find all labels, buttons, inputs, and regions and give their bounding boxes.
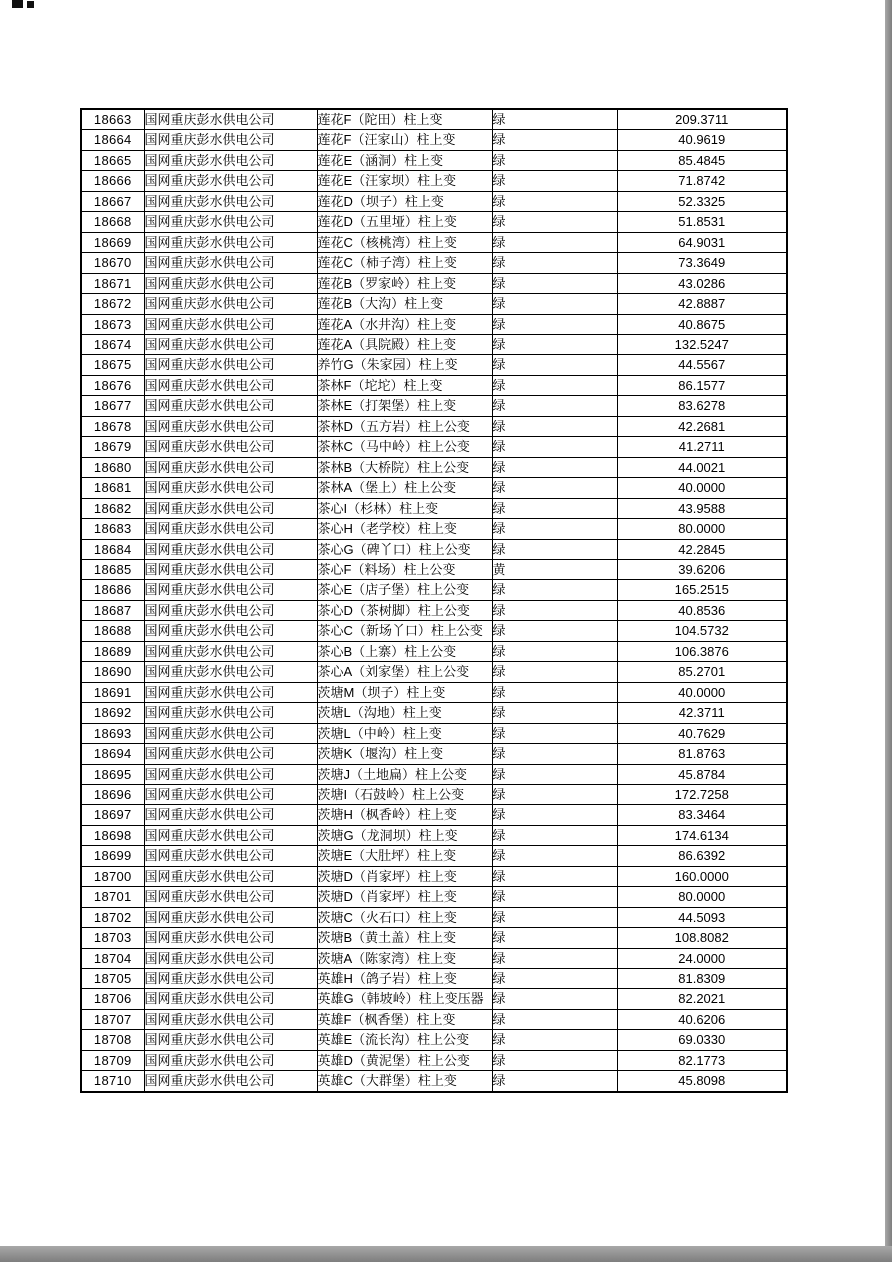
table-row (81, 314, 787, 334)
status-cell: 绿 (492, 334, 617, 354)
row-id-cell: 18680 (81, 457, 144, 477)
table-row (81, 907, 787, 927)
company-name-cell: 国网重庆彭水供电公司 (144, 130, 317, 150)
table-row (81, 641, 787, 661)
company-name-cell: 国网重庆彭水供电公司 (144, 375, 317, 395)
table-row (81, 1050, 787, 1070)
row-id-cell: 18702 (81, 907, 144, 927)
page-edge-shadow-right (885, 0, 892, 1262)
company-name-cell: 国网重庆彭水供电公司 (144, 744, 317, 764)
row-id-cell: 18705 (81, 969, 144, 989)
company-name-cell: 国网重庆彭水供电公司 (144, 989, 317, 1009)
device-name-cell: 茶心D（茶树脚）柱上公变 (317, 600, 492, 620)
table-row (81, 253, 787, 273)
device-name-cell: 英雄F（枫香堡）柱上变 (317, 1009, 492, 1029)
status-cell: 绿 (492, 723, 617, 743)
device-name-cell: 莲花B（大沟）柱上变 (317, 294, 492, 314)
row-id-cell: 18693 (81, 723, 144, 743)
status-cell: 绿 (492, 314, 617, 334)
device-name-cell: 茶心G（碑丫口）柱上公变 (317, 539, 492, 559)
row-id-cell: 18698 (81, 825, 144, 845)
status-cell: 绿 (492, 825, 617, 845)
device-name-cell: 茶心F（料场）柱上公变 (317, 559, 492, 579)
company-name-cell: 国网重庆彭水供电公司 (144, 1050, 317, 1070)
row-id-cell: 18700 (81, 866, 144, 886)
company-name-cell: 国网重庆彭水供电公司 (144, 253, 317, 273)
cropped-content-artifact (12, 0, 23, 8)
load-value-cell: 83.6278 (617, 396, 787, 416)
status-cell: 绿 (492, 232, 617, 252)
status-cell: 绿 (492, 355, 617, 375)
company-name-cell: 国网重庆彭水供电公司 (144, 784, 317, 804)
device-name-cell: 茨塘H（枫香岭）柱上变 (317, 805, 492, 825)
row-id-cell: 18685 (81, 559, 144, 579)
status-cell: 绿 (492, 969, 617, 989)
device-name-cell: 莲花A（水井沟）柱上变 (317, 314, 492, 334)
device-name-cell: 茨塘D（肖家坪）柱上变 (317, 887, 492, 907)
transformer-table-body (81, 109, 787, 1092)
load-value-cell: 42.2681 (617, 416, 787, 436)
company-name-cell: 国网重庆彭水供电公司 (144, 723, 317, 743)
table-row (81, 150, 787, 170)
company-name-cell: 国网重庆彭水供电公司 (144, 1071, 317, 1092)
table-row (81, 1030, 787, 1050)
load-value-cell: 40.0000 (617, 682, 787, 702)
company-name-cell: 国网重庆彭水供电公司 (144, 191, 317, 211)
row-id-cell: 18675 (81, 355, 144, 375)
status-cell: 绿 (492, 416, 617, 436)
row-id-cell: 18688 (81, 621, 144, 641)
table-row (81, 478, 787, 498)
status-cell: 绿 (492, 907, 617, 927)
device-name-cell: 莲花C（柿子湾）柱上变 (317, 253, 492, 273)
company-name-cell: 国网重庆彭水供电公司 (144, 969, 317, 989)
company-name-cell: 国网重庆彭水供电公司 (144, 109, 317, 130)
load-value-cell: 174.6134 (617, 825, 787, 845)
status-cell: 绿 (492, 784, 617, 804)
company-name-cell: 国网重庆彭水供电公司 (144, 519, 317, 539)
device-name-cell: 茨塘A（陈家湾）柱上变 (317, 948, 492, 968)
load-value-cell: 81.8763 (617, 744, 787, 764)
table-row (81, 784, 787, 804)
table-row (81, 457, 787, 477)
company-name-cell: 国网重庆彭水供电公司 (144, 171, 317, 191)
device-name-cell: 莲花D（坝子）柱上变 (317, 191, 492, 211)
table-row (81, 539, 787, 559)
status-cell: 绿 (492, 212, 617, 232)
row-id-cell: 18708 (81, 1030, 144, 1050)
table-row (81, 559, 787, 579)
company-name-cell: 国网重庆彭水供电公司 (144, 928, 317, 948)
status-cell: 绿 (492, 191, 617, 211)
device-name-cell: 茨塘B（黄土盖）柱上变 (317, 928, 492, 948)
load-value-cell: 40.9619 (617, 130, 787, 150)
row-id-cell: 18671 (81, 273, 144, 293)
load-value-cell: 85.2701 (617, 662, 787, 682)
table-row (81, 723, 787, 743)
row-id-cell: 18670 (81, 253, 144, 273)
device-name-cell: 莲花E（涵洞）柱上变 (317, 150, 492, 170)
device-name-cell: 莲花E（汪家坝）柱上变 (317, 171, 492, 191)
company-name-cell: 国网重庆彭水供电公司 (144, 437, 317, 457)
load-value-cell: 42.3711 (617, 703, 787, 723)
company-name-cell: 国网重庆彭水供电公司 (144, 396, 317, 416)
table-row (81, 866, 787, 886)
table-row (81, 109, 787, 130)
company-name-cell: 国网重庆彭水供电公司 (144, 805, 317, 825)
row-id-cell: 18665 (81, 150, 144, 170)
row-id-cell: 18663 (81, 109, 144, 130)
status-cell: 绿 (492, 478, 617, 498)
table-row (81, 600, 787, 620)
status-cell: 绿 (492, 457, 617, 477)
load-value-cell: 104.5732 (617, 621, 787, 641)
company-name-cell: 国网重庆彭水供电公司 (144, 907, 317, 927)
row-id-cell: 18667 (81, 191, 144, 211)
device-name-cell: 茶心C（新场丫口）柱上公变 (317, 621, 492, 641)
table-row (81, 846, 787, 866)
table-row (81, 621, 787, 641)
load-value-cell: 39.6206 (617, 559, 787, 579)
table-row (81, 375, 787, 395)
load-value-cell: 82.1773 (617, 1050, 787, 1070)
device-name-cell: 莲花F（陀田）柱上变 (317, 109, 492, 130)
load-value-cell: 42.8887 (617, 294, 787, 314)
row-id-cell: 18694 (81, 744, 144, 764)
status-cell: 绿 (492, 600, 617, 620)
load-value-cell: 160.0000 (617, 866, 787, 886)
company-name-cell: 国网重庆彭水供电公司 (144, 232, 317, 252)
device-name-cell: 英雄C（大群堡）柱上变 (317, 1071, 492, 1092)
row-id-cell: 18709 (81, 1050, 144, 1070)
row-id-cell: 18696 (81, 784, 144, 804)
device-name-cell: 莲花D（五里垭）柱上变 (317, 212, 492, 232)
status-cell: 绿 (492, 171, 617, 191)
table-row (81, 191, 787, 211)
row-id-cell: 18695 (81, 764, 144, 784)
row-id-cell: 18677 (81, 396, 144, 416)
company-name-cell: 国网重庆彭水供电公司 (144, 621, 317, 641)
row-id-cell: 18679 (81, 437, 144, 457)
device-name-cell: 茨塘E（大肚坪）柱上变 (317, 846, 492, 866)
status-cell: 绿 (492, 948, 617, 968)
status-cell: 绿 (492, 294, 617, 314)
load-value-cell: 86.6392 (617, 846, 787, 866)
row-id-cell: 18683 (81, 519, 144, 539)
status-cell: 绿 (492, 437, 617, 457)
device-name-cell: 茶林D（五方岩）柱上公变 (317, 416, 492, 436)
company-name-cell: 国网重庆彭水供电公司 (144, 355, 317, 375)
row-id-cell: 18669 (81, 232, 144, 252)
load-value-cell: 52.3325 (617, 191, 787, 211)
device-name-cell: 莲花A（具院殿）柱上变 (317, 334, 492, 354)
cropped-content-artifact (27, 1, 34, 8)
row-id-cell: 18689 (81, 641, 144, 661)
load-value-cell: 71.8742 (617, 171, 787, 191)
table-row (81, 662, 787, 682)
device-name-cell: 茶心A（刘家堡）柱上公变 (317, 662, 492, 682)
table-row (81, 703, 787, 723)
row-id-cell: 18707 (81, 1009, 144, 1029)
row-id-cell: 18692 (81, 703, 144, 723)
company-name-cell: 国网重庆彭水供电公司 (144, 498, 317, 518)
load-value-cell: 45.8784 (617, 764, 787, 784)
row-id-cell: 18673 (81, 314, 144, 334)
row-id-cell: 18676 (81, 375, 144, 395)
status-cell: 绿 (492, 130, 617, 150)
status-cell: 绿 (492, 928, 617, 948)
device-name-cell: 茶心I（杉林）柱上变 (317, 498, 492, 518)
table-row (81, 416, 787, 436)
device-name-cell: 茶林A（堡上）柱上公变 (317, 478, 492, 498)
device-name-cell: 茨塘D（肖家坪）柱上变 (317, 866, 492, 886)
company-name-cell: 国网重庆彭水供电公司 (144, 580, 317, 600)
load-value-cell: 69.0330 (617, 1030, 787, 1050)
status-cell: 绿 (492, 396, 617, 416)
status-cell: 绿 (492, 1050, 617, 1070)
table-row (81, 928, 787, 948)
row-id-cell: 18682 (81, 498, 144, 518)
row-id-cell: 18706 (81, 989, 144, 1009)
row-id-cell: 18684 (81, 539, 144, 559)
row-id-cell: 18701 (81, 887, 144, 907)
status-cell: 绿 (492, 764, 617, 784)
company-name-cell: 国网重庆彭水供电公司 (144, 150, 317, 170)
device-name-cell: 英雄G（韩坡岭）柱上变压器 (317, 989, 492, 1009)
table-row (81, 130, 787, 150)
company-name-cell: 国网重庆彭水供电公司 (144, 662, 317, 682)
load-value-cell: 43.0286 (617, 273, 787, 293)
status-cell: 绿 (492, 703, 617, 723)
row-id-cell: 18691 (81, 682, 144, 702)
company-name-cell: 国网重庆彭水供电公司 (144, 846, 317, 866)
row-id-cell: 18690 (81, 662, 144, 682)
device-name-cell: 莲花C（核桃湾）柱上变 (317, 232, 492, 252)
table-row (81, 682, 787, 702)
load-value-cell: 209.3711 (617, 109, 787, 130)
table-row (81, 519, 787, 539)
row-id-cell: 18664 (81, 130, 144, 150)
table-row (81, 396, 787, 416)
row-id-cell: 18699 (81, 846, 144, 866)
load-value-cell: 40.8536 (617, 600, 787, 620)
company-name-cell: 国网重庆彭水供电公司 (144, 457, 317, 477)
device-name-cell: 茶心E（店子堡）柱上公变 (317, 580, 492, 600)
load-value-cell: 81.8309 (617, 969, 787, 989)
company-name-cell: 国网重庆彭水供电公司 (144, 314, 317, 334)
row-id-cell: 18687 (81, 600, 144, 620)
transformer-data-table (80, 108, 788, 1093)
device-name-cell: 茶心B（上寨）柱上公变 (317, 641, 492, 661)
table-row (81, 437, 787, 457)
table-row (81, 948, 787, 968)
device-name-cell: 莲花B（罗家岭）柱上变 (317, 273, 492, 293)
table-row (81, 212, 787, 232)
load-value-cell: 132.5247 (617, 334, 787, 354)
status-cell: 绿 (492, 519, 617, 539)
device-name-cell: 茶林C（马中岭）柱上公变 (317, 437, 492, 457)
company-name-cell: 国网重庆彭水供电公司 (144, 539, 317, 559)
company-name-cell: 国网重庆彭水供电公司 (144, 703, 317, 723)
company-name-cell: 国网重庆彭水供电公司 (144, 1009, 317, 1029)
table-row (81, 580, 787, 600)
load-value-cell: 41.2711 (617, 437, 787, 457)
row-id-cell: 18686 (81, 580, 144, 600)
device-name-cell: 茨塘G（龙洞坝）柱上变 (317, 825, 492, 845)
status-cell: 绿 (492, 150, 617, 170)
row-id-cell: 18678 (81, 416, 144, 436)
company-name-cell: 国网重庆彭水供电公司 (144, 294, 317, 314)
device-name-cell: 茶林B（大桥院）柱上公变 (317, 457, 492, 477)
device-name-cell: 茶心H（老学校）柱上变 (317, 519, 492, 539)
company-name-cell: 国网重庆彭水供电公司 (144, 334, 317, 354)
company-name-cell: 国网重庆彭水供电公司 (144, 559, 317, 579)
company-name-cell: 国网重庆彭水供电公司 (144, 825, 317, 845)
row-id-cell: 18710 (81, 1071, 144, 1092)
row-id-cell: 18704 (81, 948, 144, 968)
device-name-cell: 茨塘K（堰沟）柱上变 (317, 744, 492, 764)
status-cell: 绿 (492, 498, 617, 518)
table-row (81, 294, 787, 314)
status-cell: 绿 (492, 846, 617, 866)
table-row (81, 887, 787, 907)
status-cell: 绿 (492, 641, 617, 661)
table-row (81, 232, 787, 252)
load-value-cell: 80.0000 (617, 519, 787, 539)
status-cell: 绿 (492, 989, 617, 1009)
table-row (81, 498, 787, 518)
device-name-cell: 英雄H（鸽子岩）柱上变 (317, 969, 492, 989)
row-id-cell: 18668 (81, 212, 144, 232)
company-name-cell: 国网重庆彭水供电公司 (144, 416, 317, 436)
table-row (81, 1009, 787, 1029)
status-cell: 绿 (492, 805, 617, 825)
table-row (81, 764, 787, 784)
status-cell: 绿 (492, 1009, 617, 1029)
load-value-cell: 80.0000 (617, 887, 787, 907)
status-cell: 绿 (492, 744, 617, 764)
load-value-cell: 73.3649 (617, 253, 787, 273)
device-name-cell: 茨塘C（火石口）柱上变 (317, 907, 492, 927)
device-name-cell: 茨塘L（中岭）柱上变 (317, 723, 492, 743)
device-name-cell: 茶林F（坨坨）柱上变 (317, 375, 492, 395)
status-cell: 绿 (492, 866, 617, 886)
load-value-cell: 44.5093 (617, 907, 787, 927)
row-id-cell: 18697 (81, 805, 144, 825)
load-value-cell: 24.0000 (617, 948, 787, 968)
device-name-cell: 英雄E（流长沟）柱上公变 (317, 1030, 492, 1050)
load-value-cell: 45.8098 (617, 1071, 787, 1092)
company-name-cell: 国网重庆彭水供电公司 (144, 1030, 317, 1050)
load-value-cell: 44.0021 (617, 457, 787, 477)
status-cell: 绿 (492, 621, 617, 641)
load-value-cell: 42.2845 (617, 539, 787, 559)
status-cell: 黄 (492, 559, 617, 579)
table-row (81, 744, 787, 764)
device-name-cell: 莲花F（汪家山）柱上变 (317, 130, 492, 150)
status-cell: 绿 (492, 1071, 617, 1092)
status-cell: 绿 (492, 273, 617, 293)
load-value-cell: 86.1577 (617, 375, 787, 395)
device-name-cell: 茶林E（打架堡）柱上变 (317, 396, 492, 416)
table-row (81, 969, 787, 989)
load-value-cell: 83.3464 (617, 805, 787, 825)
table-row (81, 805, 787, 825)
device-name-cell: 茨塘M（坝子）柱上变 (317, 682, 492, 702)
status-cell: 绿 (492, 682, 617, 702)
load-value-cell: 44.5567 (617, 355, 787, 375)
status-cell: 绿 (492, 375, 617, 395)
table-row (81, 334, 787, 354)
status-cell: 绿 (492, 580, 617, 600)
load-value-cell: 64.9031 (617, 232, 787, 252)
status-cell: 绿 (492, 539, 617, 559)
load-value-cell: 106.3876 (617, 641, 787, 661)
company-name-cell: 国网重庆彭水供电公司 (144, 641, 317, 661)
company-name-cell: 国网重庆彭水供电公司 (144, 273, 317, 293)
device-name-cell: 茨塘I（石鼓岭）柱上公变 (317, 784, 492, 804)
load-value-cell: 165.2515 (617, 580, 787, 600)
status-cell: 绿 (492, 1030, 617, 1050)
status-cell: 绿 (492, 109, 617, 130)
load-value-cell: 43.9588 (617, 498, 787, 518)
load-value-cell: 108.8082 (617, 928, 787, 948)
device-name-cell: 茨塘L（沟地）柱上变 (317, 703, 492, 723)
table-row (81, 1071, 787, 1092)
company-name-cell: 国网重庆彭水供电公司 (144, 682, 317, 702)
row-id-cell: 18666 (81, 171, 144, 191)
company-name-cell: 国网重庆彭水供电公司 (144, 866, 317, 886)
load-value-cell: 40.7629 (617, 723, 787, 743)
load-value-cell: 82.2021 (617, 989, 787, 1009)
table-row (81, 171, 787, 191)
load-value-cell: 51.8531 (617, 212, 787, 232)
table-row (81, 825, 787, 845)
row-id-cell: 18681 (81, 478, 144, 498)
company-name-cell: 国网重庆彭水供电公司 (144, 764, 317, 784)
company-name-cell: 国网重庆彭水供电公司 (144, 887, 317, 907)
row-id-cell: 18674 (81, 334, 144, 354)
company-name-cell: 国网重庆彭水供电公司 (144, 212, 317, 232)
load-value-cell: 40.0000 (617, 478, 787, 498)
load-value-cell: 40.6206 (617, 1009, 787, 1029)
status-cell: 绿 (492, 662, 617, 682)
device-name-cell: 养竹G（朱家园）柱上变 (317, 355, 492, 375)
company-name-cell: 国网重庆彭水供电公司 (144, 478, 317, 498)
load-value-cell: 172.7258 (617, 784, 787, 804)
load-value-cell: 40.8675 (617, 314, 787, 334)
row-id-cell: 18703 (81, 928, 144, 948)
company-name-cell: 国网重庆彭水供电公司 (144, 600, 317, 620)
table-row (81, 273, 787, 293)
status-cell: 绿 (492, 253, 617, 273)
company-name-cell: 国网重庆彭水供电公司 (144, 948, 317, 968)
row-id-cell: 18672 (81, 294, 144, 314)
load-value-cell: 85.4845 (617, 150, 787, 170)
device-name-cell: 英雄D（黄泥堡）柱上公变 (317, 1050, 492, 1070)
page-edge-shadow-bottom (0, 1246, 892, 1262)
device-name-cell: 茨塘J（土地扁）柱上公变 (317, 764, 492, 784)
table-row (81, 355, 787, 375)
status-cell: 绿 (492, 887, 617, 907)
table-row (81, 989, 787, 1009)
